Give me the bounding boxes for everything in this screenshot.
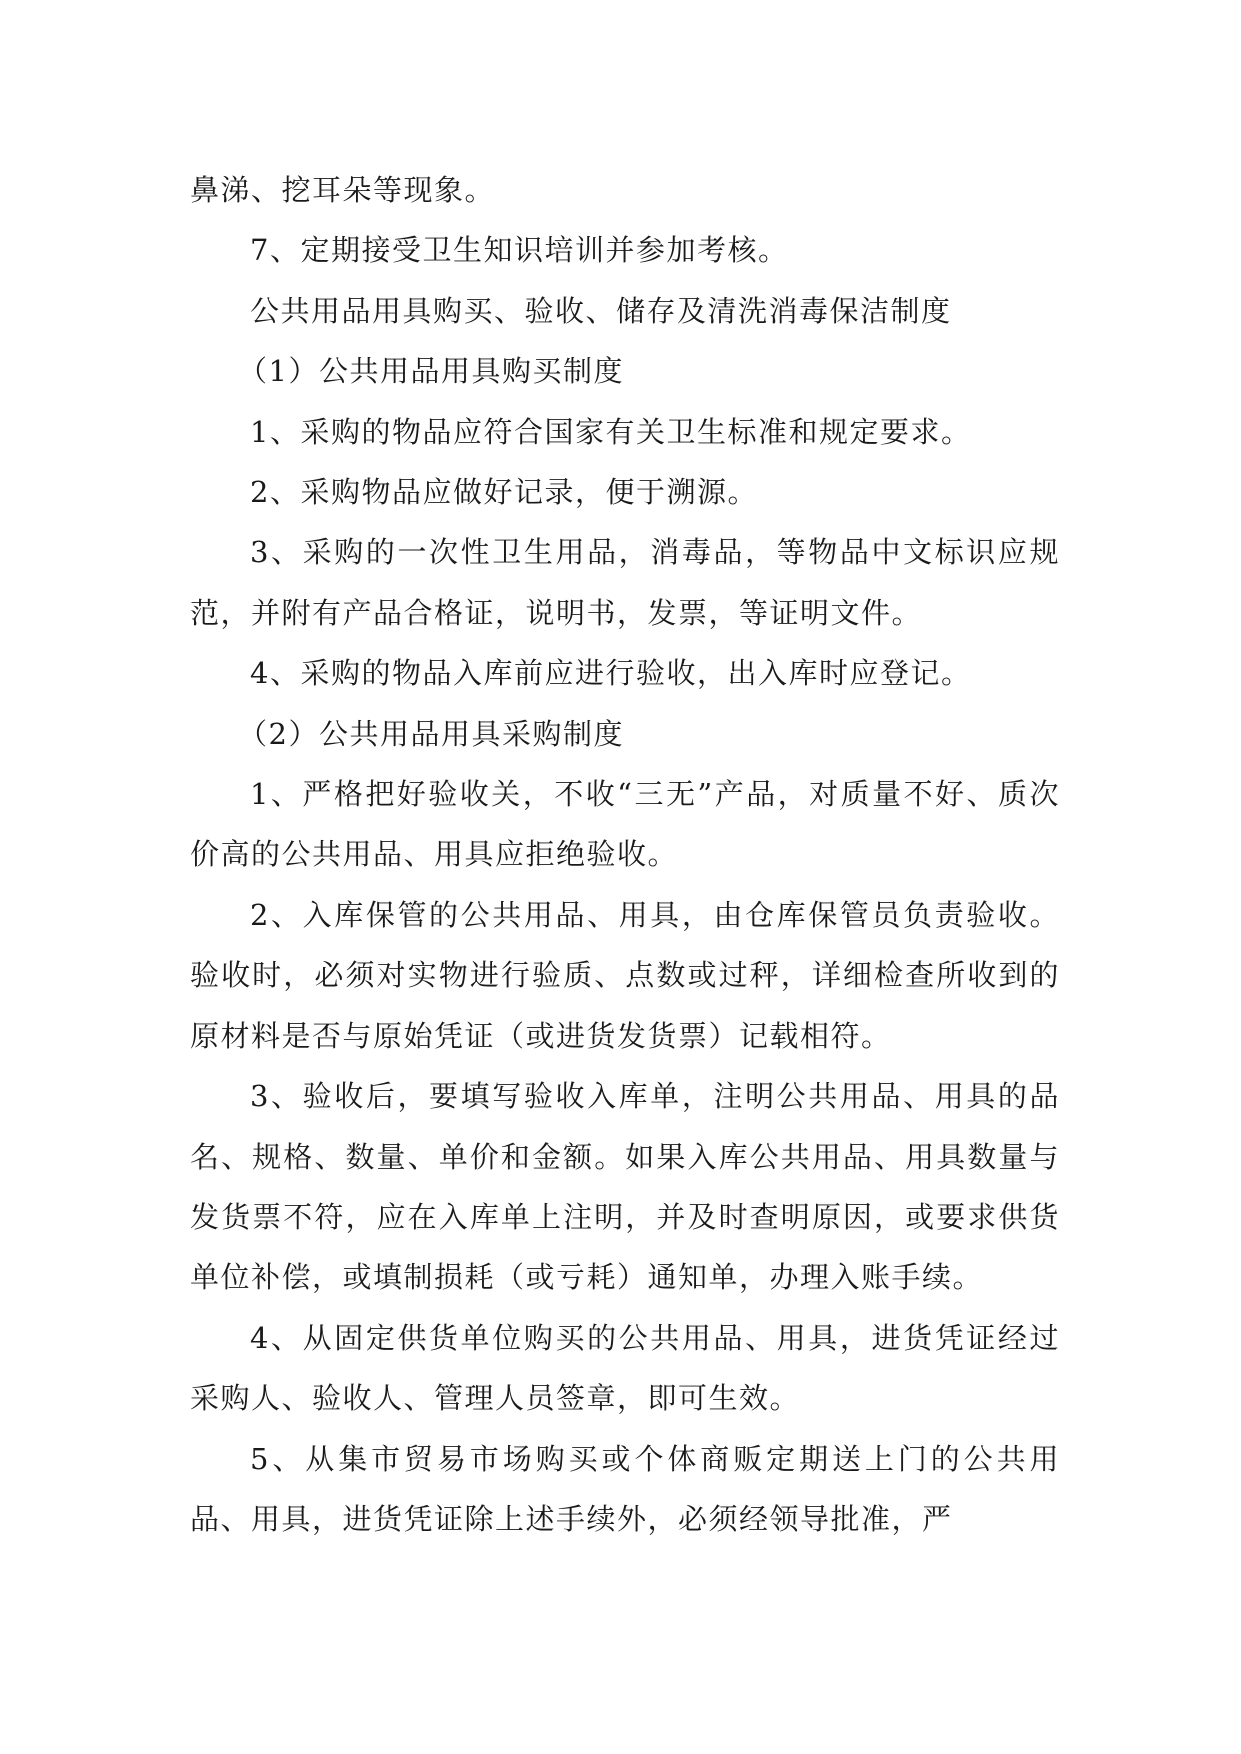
paragraph-continuation: 鼻涕、挖耳朵等现象。 <box>190 173 496 207</box>
paragraph-purchase-3: 3、采购的一次性卫生用品，消毒品，等物品中文标识应规范，并附有产品合格证，说明书，发票，等证明文件。 <box>190 535 1060 630</box>
paragraph-acceptance-4: 4、从固定供货单位购买的公共用品、用具，进货凭证经过采购人、验收人、管理人员签章，即可生效。 <box>190 1320 1060 1416</box>
paragraph-acceptance-1: 1、严格把好验收关，不收“三无”产品，对质量不好、质次价高的公共用品、用具应拒绝验收。 <box>190 777 1060 872</box>
section-heading: 公共用品用具购买、验收、储存及清洗消毒保洁制度 <box>250 293 952 328</box>
paragraph-purchase-1: 1、采购的物品应符合国家有关卫生标准和规定要求。 <box>250 414 972 449</box>
paragraph-item-7: 7、定期接受卫生知识培训并参加考核。 <box>250 233 789 268</box>
document-body <box>190 160 1060 1549</box>
paragraph-acceptance-3: 3、验收后，要填写验收入库单，注明公共用品、用具的品名、规格、数量、单价和金额。如果入库公共用品、用具数量与发货票不符，应在入库单上注明，并及时查明原因，或要求供货单位补偿，或填制损耗（或亏耗）通知单，办理入账手续。 <box>190 1079 1060 1295</box>
paragraph-purchase-4: 4、采购的物品入库前应进行验收，出入库时应登记。 <box>250 656 972 691</box>
paragraph-acceptance-5: 5、从集市贸易市场购买或个体商贩定期送上门的公共用品、用具，进货凭证除上述手续外，必须经领导批准，严 <box>190 1441 1060 1536</box>
paragraph-purchase-2: 2、采购物品应做好记录，便于溯源。 <box>250 475 758 510</box>
subsection-heading-2: （2）公共用品用具采购制度 <box>238 716 624 751</box>
subsection-heading-1: （1）公共用品用具购买制度 <box>238 354 624 389</box>
paragraph-acceptance-2: 2、入库保管的公共用品、用具，由仓库保管员负责验收。验收时，必须对实物进行验质、点数或过秤，详细检查所收到的原材料是否与原始凭证（或进货发货票）记载相符。 <box>190 897 1060 1053</box>
